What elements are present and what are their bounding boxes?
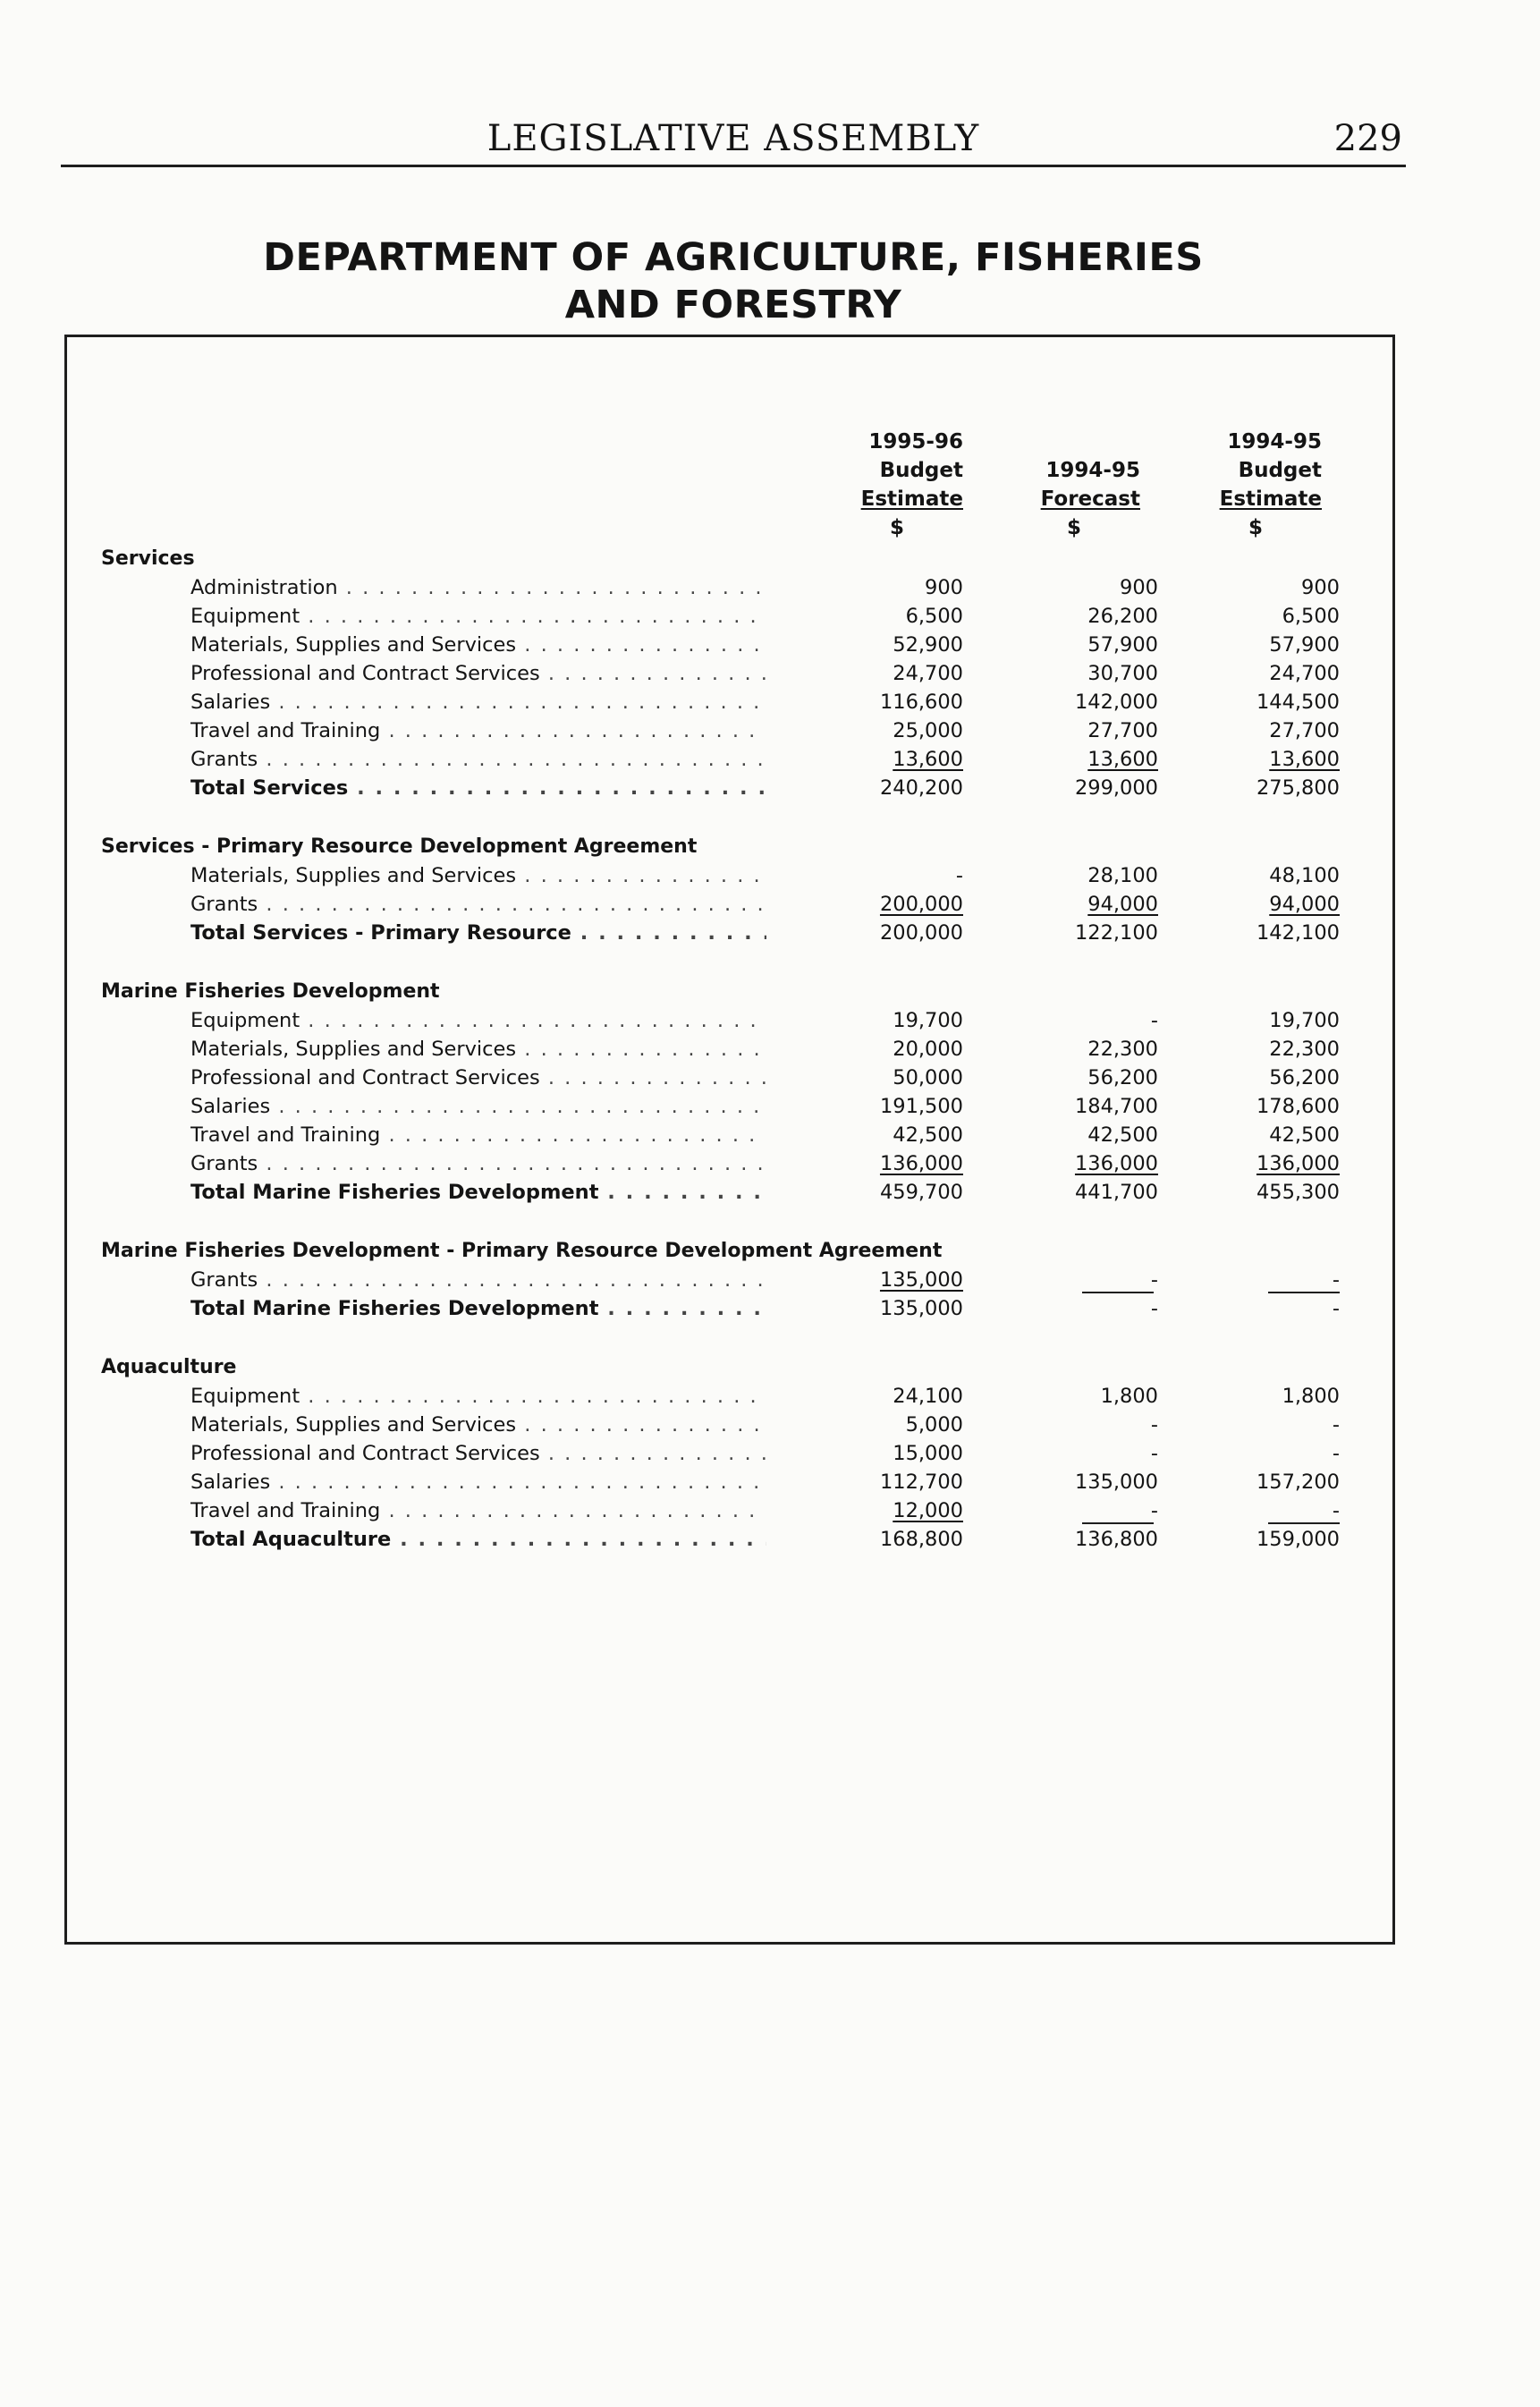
value-1994-95-budget: 455,300	[1256, 1181, 1340, 1204]
value-1995-96-budget: 24,700	[893, 662, 963, 685]
table-row	[0, 716, 1540, 745]
row-label: Equipment . . .	[190, 1382, 766, 1411]
total-rule	[1268, 1522, 1340, 1524]
table-row	[0, 745, 1540, 774]
value-1994-95-forecast: -	[1150, 1268, 1158, 1292]
value-1994-95-budget: -	[1332, 1442, 1340, 1465]
value-1995-96-budget: 5,000	[905, 1413, 963, 1437]
section-title-services-primary-resource: Services - Primary Resource Development Agreement	[101, 835, 698, 858]
value-1994-95-budget: 136,000	[1256, 1152, 1340, 1175]
row-label: Salaries . . .	[190, 1092, 766, 1121]
value-1994-95-budget: 19,700	[1269, 1009, 1340, 1032]
value-1994-95-forecast: 122,100	[1074, 921, 1158, 945]
table-row	[0, 688, 1540, 716]
column-header-line: Budget	[1238, 459, 1322, 482]
table-row	[0, 1468, 1540, 1496]
value-1994-95-forecast: 135,000	[1074, 1470, 1158, 1494]
table-row-total	[0, 774, 1540, 802]
value-1994-95-forecast: 26,200	[1087, 605, 1158, 628]
value-1994-95-budget: -	[1332, 1297, 1340, 1320]
value-1995-96-budget: 116,600	[879, 691, 963, 714]
row-label: Professional and Contract Services . . .	[190, 1439, 766, 1468]
value-1994-95-forecast: -	[1150, 1442, 1158, 1465]
total-rule	[1082, 1292, 1154, 1293]
column-header-underlined: Estimate	[1219, 487, 1322, 511]
value-1995-96-budget: 135,000	[879, 1297, 963, 1320]
table-row	[0, 1149, 1540, 1178]
column-header-line: 1994-95	[1227, 430, 1322, 453]
value-1994-95-forecast: 900	[1120, 576, 1158, 599]
value-1995-96-budget: 136,000	[879, 1152, 963, 1175]
row-label: Professional and Contract Services . . .	[190, 659, 766, 688]
row-label: Materials, Supplies and Services . . .	[190, 861, 766, 890]
column-header-unit: $	[1248, 516, 1263, 539]
value-1995-96-budget: 20,000	[893, 1038, 963, 1061]
value-1995-96-budget: 24,100	[893, 1385, 963, 1408]
value-1995-96-budget: 200,000	[879, 893, 963, 916]
value-1995-96-budget: 25,000	[893, 719, 963, 742]
value-1995-96-budget: 191,500	[879, 1095, 963, 1118]
table-row-total	[0, 919, 1540, 947]
running-header	[61, 118, 1406, 167]
table-row-total	[0, 1525, 1540, 1554]
value-1994-95-budget: -	[1332, 1413, 1340, 1437]
value-1995-96-budget: -	[955, 864, 963, 887]
value-1994-95-budget: 27,700	[1269, 719, 1340, 742]
value-1994-95-budget: 178,600	[1256, 1095, 1340, 1118]
value-1995-96-budget: 112,700	[879, 1470, 963, 1494]
value-1995-96-budget: 900	[925, 576, 963, 599]
section-title-marine-fisheries-primary-resource: Marine Fisheries Development - Primary Resource Development Agreement	[101, 1240, 943, 1262]
table-row-total	[0, 1178, 1540, 1207]
row-label: Grants . . .	[190, 1266, 766, 1294]
value-1994-95-budget: 142,100	[1256, 921, 1340, 945]
table-row-total	[0, 1294, 1540, 1323]
value-1995-96-budget: 50,000	[893, 1066, 963, 1089]
column-header-1995-96-budget	[802, 428, 963, 542]
value-1994-95-budget: 275,800	[1256, 776, 1340, 800]
row-label: Total Services . . .	[190, 774, 766, 802]
value-1994-95-forecast: -	[1150, 1297, 1158, 1320]
page-title	[61, 234, 1406, 329]
column-header-unit: $	[889, 516, 904, 539]
column-header-line: 1994-95	[1045, 459, 1140, 482]
row-label: Materials, Supplies and Services . . .	[190, 1411, 766, 1439]
value-1995-96-budget: 135,000	[879, 1268, 963, 1292]
table-row	[0, 602, 1540, 631]
table-row	[0, 1006, 1540, 1035]
table-row	[0, 1064, 1540, 1092]
value-1994-95-forecast: 22,300	[1087, 1038, 1158, 1061]
value-1994-95-forecast: 28,100	[1087, 864, 1158, 887]
table-row	[0, 1266, 1540, 1294]
value-1995-96-budget: 240,200	[879, 776, 963, 800]
section-title-aquaculture: Aquaculture	[101, 1356, 237, 1378]
value-1994-95-budget: 13,600	[1269, 748, 1340, 771]
total-rule	[1268, 1292, 1340, 1293]
row-label: Materials, Supplies and Services . . .	[190, 631, 766, 659]
value-1994-95-forecast: 13,600	[1087, 748, 1158, 771]
value-1994-95-budget: 6,500	[1282, 605, 1340, 628]
page-title-line-1: DEPARTMENT OF AGRICULTURE, FISHERIES	[263, 235, 1204, 280]
value-1994-95-forecast: -	[1150, 1413, 1158, 1437]
section-title-marine-fisheries: Marine Fisheries Development	[101, 980, 440, 1003]
value-1994-95-forecast: 136,000	[1074, 1152, 1158, 1175]
value-1994-95-forecast: 27,700	[1087, 719, 1158, 742]
table-row	[0, 1035, 1540, 1064]
row-label: Salaries . . .	[190, 1468, 766, 1496]
table-row	[0, 1121, 1540, 1149]
value-1994-95-budget: -	[1332, 1268, 1340, 1292]
row-label: Materials, Supplies and Services . . .	[190, 1035, 766, 1064]
table-row	[0, 1496, 1540, 1525]
table-row	[0, 659, 1540, 688]
table-row	[0, 1411, 1540, 1439]
value-1995-96-budget: 19,700	[893, 1009, 963, 1032]
value-1994-95-budget: 22,300	[1269, 1038, 1340, 1061]
value-1994-95-budget: 48,100	[1269, 864, 1340, 887]
value-1994-95-budget: 56,200	[1269, 1066, 1340, 1089]
total-rule	[1082, 1522, 1154, 1524]
value-1995-96-budget: 42,500	[893, 1123, 963, 1147]
value-1994-95-forecast: 299,000	[1074, 776, 1158, 800]
column-header-unit: $	[1066, 516, 1081, 539]
value-1995-96-budget: 200,000	[879, 921, 963, 945]
table-row	[0, 573, 1540, 602]
value-1995-96-budget: 6,500	[905, 605, 963, 628]
row-label: Travel and Training . . .	[190, 1121, 766, 1149]
value-1995-96-budget: 13,600	[893, 748, 963, 771]
column-header-underlined: Estimate	[860, 487, 963, 511]
value-1994-95-budget: 1,800	[1282, 1385, 1340, 1408]
row-label: Equipment . . .	[190, 1006, 766, 1035]
row-label: Grants . . .	[190, 745, 766, 774]
value-1994-95-budget: 159,000	[1256, 1528, 1340, 1551]
value-1994-95-forecast: -	[1150, 1009, 1158, 1032]
value-1994-95-forecast: 1,800	[1100, 1385, 1158, 1408]
value-1994-95-forecast: 30,700	[1087, 662, 1158, 685]
page-number: 229	[1333, 118, 1402, 159]
value-1994-95-forecast: 184,700	[1074, 1095, 1158, 1118]
row-label: Travel and Training . . .	[190, 716, 766, 745]
value-1994-95-forecast: 56,200	[1087, 1066, 1158, 1089]
row-label: Total Marine Fisheries Development . . .	[190, 1178, 766, 1207]
section-title-services: Services	[101, 547, 195, 570]
value-1995-96-budget: 52,900	[893, 633, 963, 657]
value-1994-95-budget: 42,500	[1269, 1123, 1340, 1147]
value-1994-95-budget: 94,000	[1269, 893, 1340, 916]
row-label: Professional and Contract Services . . .	[190, 1064, 766, 1092]
value-1994-95-budget: 24,700	[1269, 662, 1340, 685]
value-1994-95-forecast: 142,000	[1074, 691, 1158, 714]
table-row	[0, 890, 1540, 919]
value-1994-95-forecast: 42,500	[1087, 1123, 1158, 1147]
value-1994-95-budget: 144,500	[1256, 691, 1340, 714]
table-row	[0, 1439, 1540, 1468]
value-1995-96-budget: 459,700	[879, 1181, 963, 1204]
value-1994-95-forecast: -	[1150, 1499, 1158, 1522]
column-header-1994-95-forecast	[979, 456, 1140, 542]
table-row	[0, 1092, 1540, 1121]
value-1994-95-forecast: 94,000	[1087, 893, 1158, 916]
value-1994-95-budget: 57,900	[1269, 633, 1340, 657]
table-row	[0, 861, 1540, 890]
value-1995-96-budget: 15,000	[893, 1442, 963, 1465]
row-label: Equipment . . .	[190, 602, 766, 631]
value-1994-95-budget: 900	[1301, 576, 1340, 599]
value-1995-96-budget: 168,800	[879, 1528, 963, 1551]
row-label: Total Aquaculture . . .	[190, 1525, 766, 1554]
row-label: Grants . . .	[190, 890, 766, 919]
value-1994-95-forecast: 136,800	[1074, 1528, 1158, 1551]
row-label: Total Marine Fisheries Development . . .	[190, 1294, 766, 1323]
table-row	[0, 631, 1540, 659]
row-label: Travel and Training . . .	[190, 1496, 766, 1525]
value-1995-96-budget: 12,000	[893, 1499, 963, 1522]
value-1994-95-budget: -	[1332, 1499, 1340, 1522]
row-label: Salaries . . .	[190, 688, 766, 716]
column-header-1994-95-budget	[1161, 428, 1322, 542]
value-1994-95-forecast: 57,900	[1087, 633, 1158, 657]
value-1994-95-forecast: 441,700	[1074, 1181, 1158, 1204]
column-header-line: 1995-96	[868, 430, 963, 453]
page-title-line-2: AND FORESTRY	[564, 283, 902, 327]
row-label: Total Services - Primary Resource . . .	[190, 919, 766, 947]
value-1994-95-budget: 157,200	[1256, 1470, 1340, 1494]
column-header-line: Budget	[879, 459, 963, 482]
row-label: Grants . . .	[190, 1149, 766, 1178]
column-header-underlined: Forecast	[1040, 487, 1140, 511]
row-label: Administration . . .	[190, 573, 766, 602]
table-row	[0, 1382, 1540, 1411]
running-title: LEGISLATIVE ASSEMBLY	[487, 118, 980, 159]
